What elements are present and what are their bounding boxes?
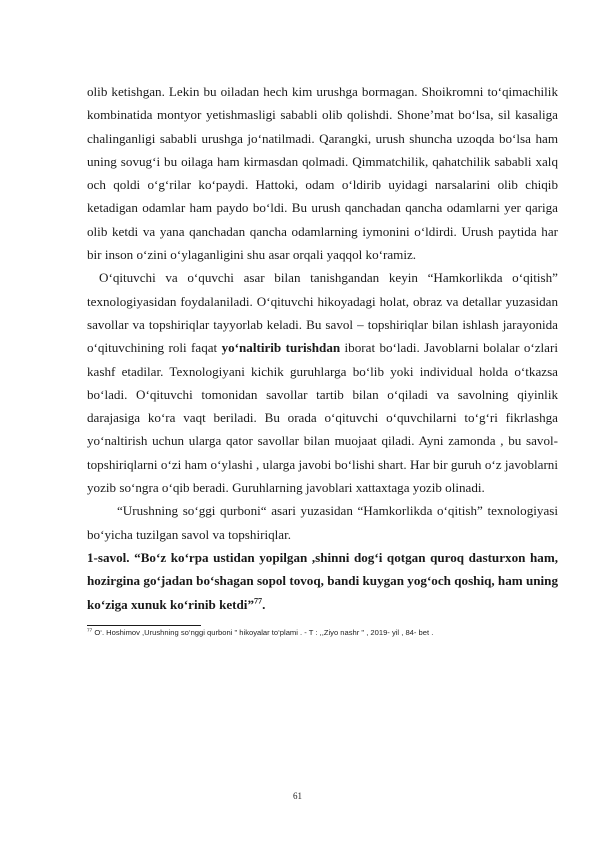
footnote-ref[interactable]: 77 <box>254 596 263 606</box>
question-1-end: . <box>262 596 266 612</box>
document-body <box>87 80 558 639</box>
footnote-text: O‘. Hoshimov ,Urushning so‘nggi qurboni " hikoyalar to‘plami . - T : ,,Ziyo nashr " , 2019- yil , 84- bet . <box>92 627 434 637</box>
paragraph-2-text-b: iborat bo‘ladi. Javoblarni bolalar o‘zlari kashf etadilar. Texnologiyani kichik guruhlarga bo‘lib yoki individual holda o‘tkazsa bo‘ladi. O‘qituvchi tomonidan savollar tartib bilan o‘qiladi va savolning qiyinlik darajasiga ko‘ra vaqt beriladi. Bu orada o‘qituvchi o‘quvchilarni to‘g‘ri fikrlashga yo‘naltirish uchun ularga qator savollar bilan muojaat qiladi. Ayni zamonda , bu savol-topshiriqlarni o‘zi ham o‘ylashi , ularga javobi bo‘lishi shart. Har bir guruh o‘z javoblarni yozib so‘ngra o‘qib beradi. Guruhlarning javoblari xattaxtaga yozib olinadi. <box>87 340 558 496</box>
footnote-number: 77 <box>87 627 93 633</box>
footnote <box>87 627 558 639</box>
footnote-divider <box>87 625 201 626</box>
paragraph-2 <box>87 266 558 499</box>
paragraph-1: olib ketishgan. Lekin bu oiladan hech kim urushga bormagan. Shoikromni to‘qimachilik kombinatida montyor yetishmasligi sababli olib qolishdi. Shone’mat bo‘lsa, sil kasaliga chalinganligi sababli urushga jo‘natilmadi. Qarangki, urush shuncha uzoqda bo‘lsa ham uning sovug‘i bu oilaga ham kirmasdan qolmadi. Qimmatchilik, qahatchilik sababli xalq och qoldi o‘g‘rilar ko‘paydi. Hattoki, odam o‘ldirib uyidagi narsalarini olib chiqib ketadigan odamlar ham paydo bo‘ldi. Bu urush qanchadan qancha odamlarni yer qariga olib ketdi va yana qanchadan qancha odamlarning iymonini o‘ldirdi. Urush paytida har bir inson o‘zini o‘ylaganligini shu asar orqali yaqqol ko‘ramiz. <box>87 84 558 263</box>
question-1 <box>87 546 558 616</box>
question-1-text: 1-savol. “Bo‘z ko‘rpa ustidan yopilgan ,shinni dog‘i qotgan quroq dasturxon ham, hozirgina go‘jadan bo‘shagan sopol tovoq, bandi kuygan yog‘och qoshiq, ham uning ko‘ziga xunuk ko‘rinib ketdi” <box>87 549 558 612</box>
paragraph-2-text-a: O‘qituvchi va o‘quvchi asar bilan tanishgandan keyin “Hamkorlikda o‘qitish” texnologiyasidan foydalaniladi. O‘qituvchi hikoyadagi holat, obraz va detallar yuzasidan savollar va topshiriqlar tayyorlab keladi. Bu savol – topshiriqlar bilan ishlash jarayonida o‘qituvchining roli faqat <box>87 270 558 356</box>
paragraph-3: “Urushning so‘ggi qurboni“ asari yuzasidan “Hamkorlikda o‘qitish” texnologiyasi bo‘yicha tuzilgan savol va topshiriqlar. <box>87 503 558 542</box>
paragraph-2-bold-phrase: yo‘naltirib turishdan <box>221 340 341 356</box>
page-number: 61 <box>293 791 302 801</box>
